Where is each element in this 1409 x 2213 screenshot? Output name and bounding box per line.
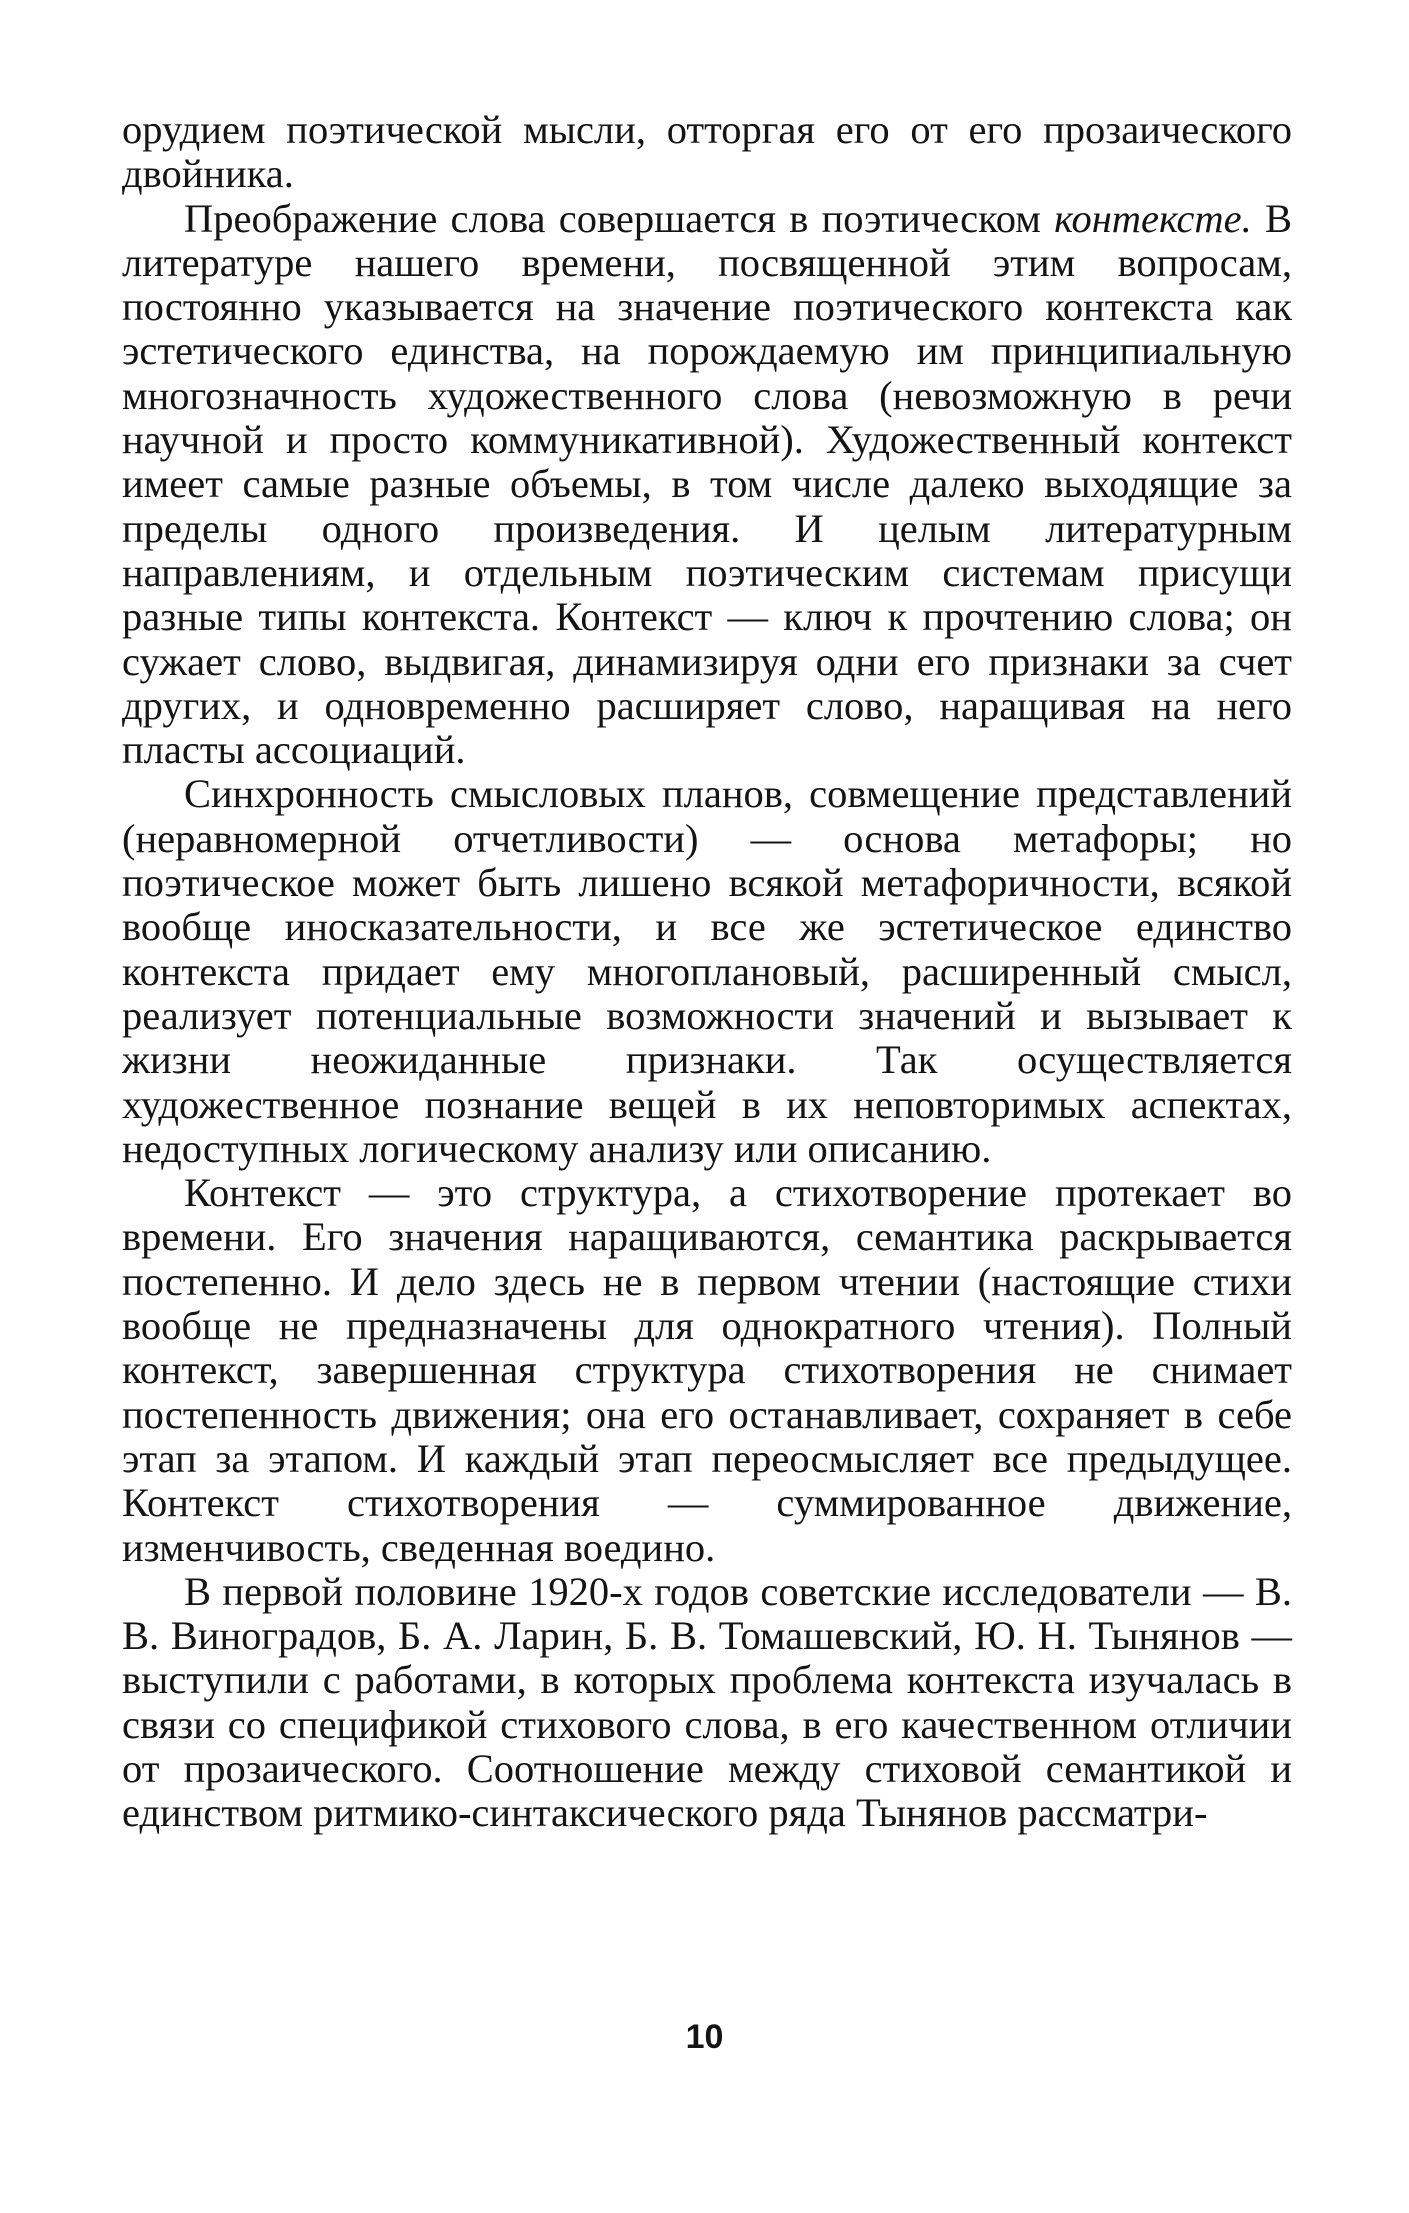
paragraph-context-body: В литературе нашего времени, посвященной этим вопросам, постоянно указывается на значение поэтического контекста как эстетического единства, на порождаемую им принципиальную многозначность художественного слова (невозможную в речи научной и просто коммуникативной). Художественный контекст имеет самые разные объемы, в том числе далеко выходящие за пределы одного произведения. И целым литературным направлениям, и отдельным поэтическим системам присущи разные типы контекста. Контекст — ключ к прочтению слова; он сужает слово, выдвигая, динамизируя одни его признаки за счет других, и одновременно расширяет слово, наращивая на него пласты ассоциаций. — [122, 195, 1293, 773]
page-body — [122, 108, 1292, 1836]
paragraph-continuation: орудием поэтической мысли, отторгая его от его прозаического двойника. — [122, 107, 1292, 197]
paragraph-researchers: В первой половине 1920-х годов советские исследователи — В. В. Виноградов, Б. А. Ларин, Б. В. Томашевский, Ю. Н. Тынянов — выступили с работами, в которых проблема контекста изучалась в связи со спецификой стихового слова, в его качественном отличии от прозаического. Соотношение между стиховой семантикой и единством ритмико-синтаксического ряда Тынянов рассматри- — [122, 1568, 1292, 1836]
page-number: 10 — [685, 2018, 724, 2056]
paragraph-synchrony: Синхронность смысловых планов, совмещение представлений (неравномерной отчетливости) — основа метафоры; но поэтическое может быть лишено всякой метафоричности, всякой вообще иносказательности, и все же эстетическое единство контекста придает ему многоплановый, расширенный смысл, реализует потенциальные возможности значений и вызывает к жизни неожиданные признаки. Так осуществляется художественное познание вещей в их неповторимых аспектах, недоступных логическому анализу или описанию. — [122, 771, 1292, 1171]
paragraph-structure: Контекст — это структура, а стихотворение протекает во времени. Его значения наращиваются, семантика раскрывается постепенно. И дело здесь не в первом чтении (настоящие стихи вообще не предназначены для однократного чтения). Полный контекст, завершенная структура стихотворения не снимает постепенность движения; она его останавливает, сохраняет в себе этап за этапом. И каждый этап переосмысляет все предыдущее. Контекст стихотворения — суммированное движение, изменчивость, сведенная воедино. — [122, 1170, 1292, 1570]
paragraph-context — [122, 197, 1292, 773]
paragraph-context-italic: контексте. — [1054, 195, 1252, 241]
paragraph-context-lead: Преображение слова совершается в поэтическом — [184, 195, 1055, 241]
